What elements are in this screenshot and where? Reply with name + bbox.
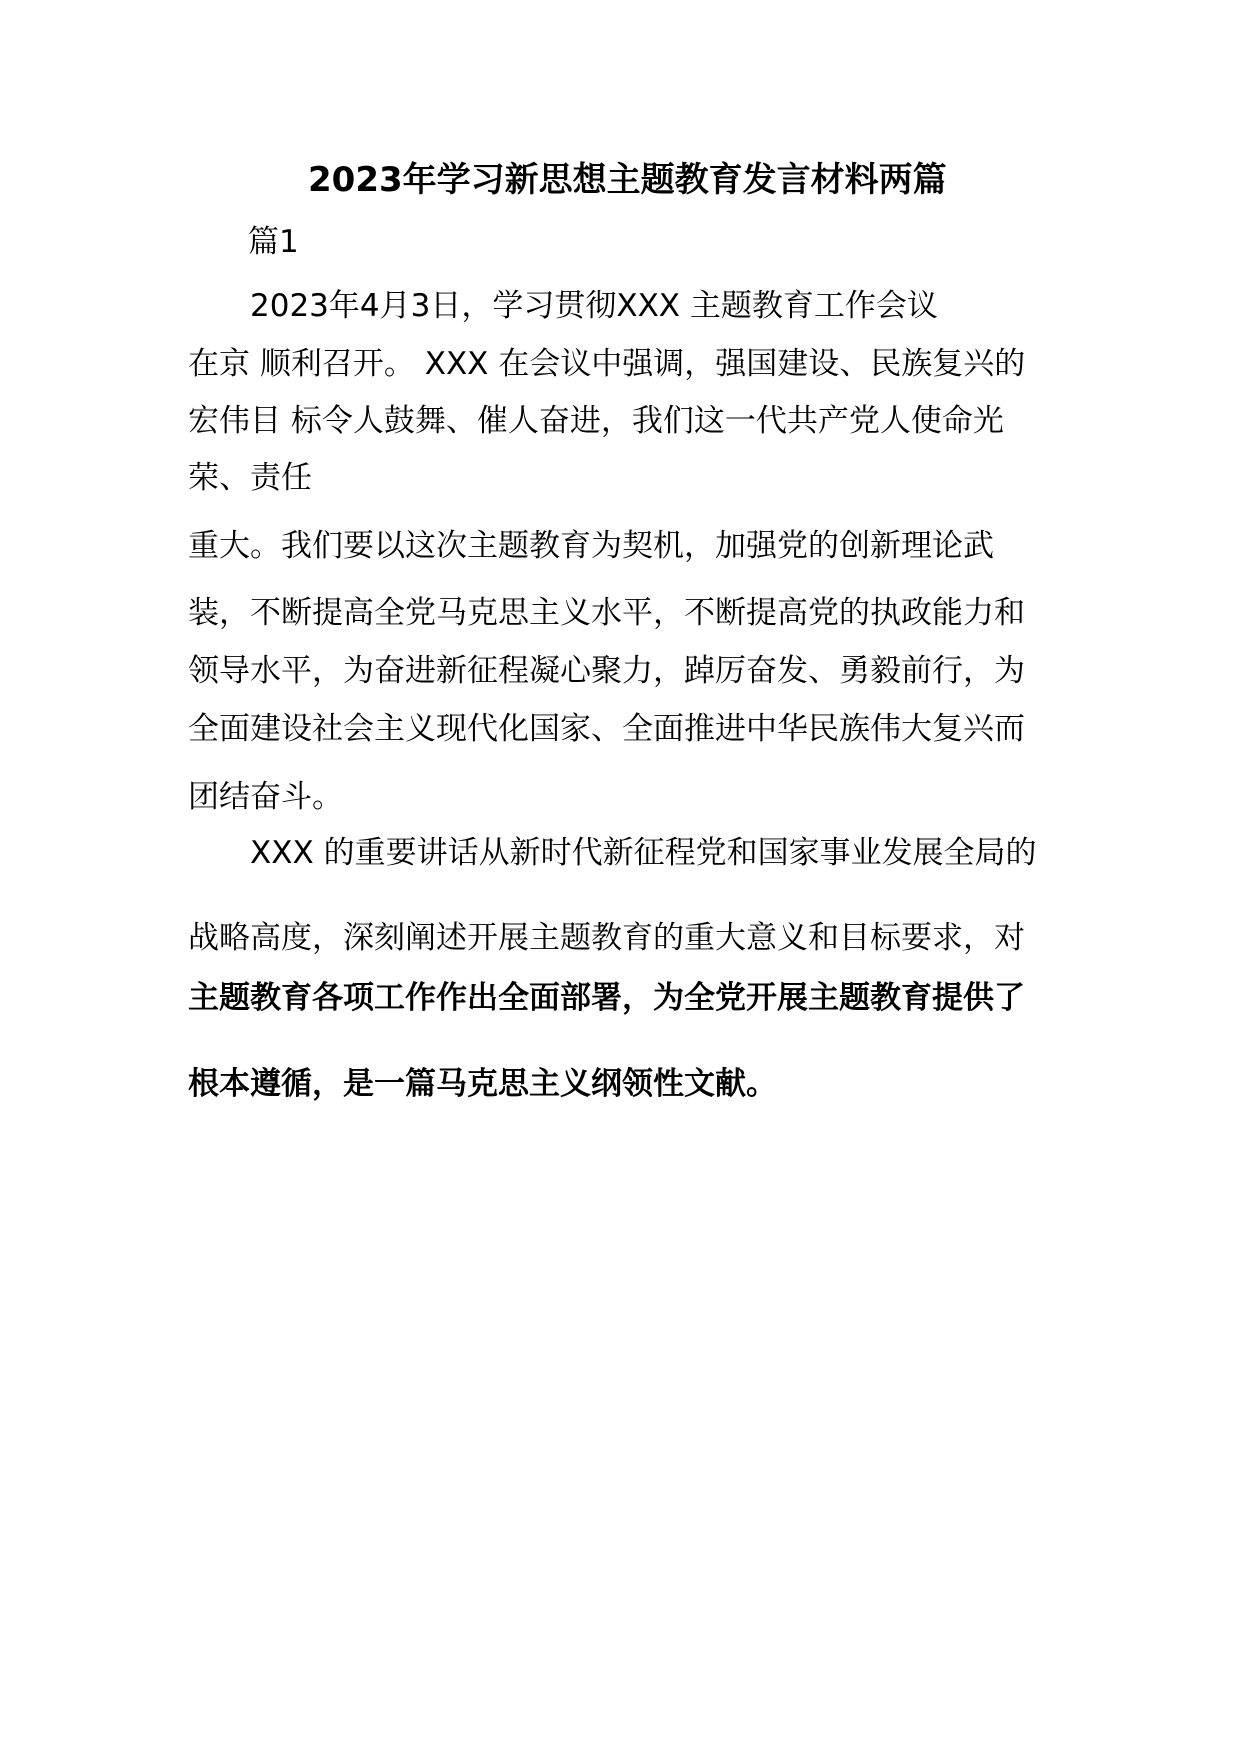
body-line-bold: 根本遵循，是一篇马克思主义纲领性文献。	[188, 1066, 777, 1102]
section-heading: 篇1	[248, 224, 299, 260]
body-line: 领导水平，为奋进新征程凝心聚力，踔厉奋发、勇毅前行，为	[188, 653, 1025, 689]
body-line: 装，不断提高全党马克思主义水平，不断提高党的执政能力和	[188, 595, 1025, 631]
body-line: 全面建设社会主义现代化国家、全面推进中华民族伟大复兴而	[188, 711, 1025, 747]
body-line: 宏伟目 标令人鼓舞、催人奋进，我们这一代共产党人使命光	[188, 403, 1004, 439]
document-title: 2023年学习新思想主题教育发言材料两篇	[308, 160, 947, 200]
body-line: 2023年4月3日，学习贯彻XXX 主题教育工作会议	[250, 288, 938, 324]
body-line: 战略高度，深刻阐述开展主题教育的重大意义和目标要求，对	[188, 920, 1025, 956]
body-line: 在京 顺利召开。 XXX 在会议中强调，强国建设、民族复兴的	[188, 346, 1026, 382]
body-line-bold: 主题教育各项工作作出全面部署，为全党开展主题教育提供了	[188, 980, 1025, 1016]
body-line: XXX 的重要讲话从新时代新征程党和国家事业发展全局的	[250, 835, 1037, 871]
body-line: 团结奋斗。	[188, 779, 343, 815]
body-line: 荣、责任	[188, 460, 312, 496]
body-line: 重大。我们要以这次主题教育为契机，加强党的创新理论武	[188, 528, 994, 564]
